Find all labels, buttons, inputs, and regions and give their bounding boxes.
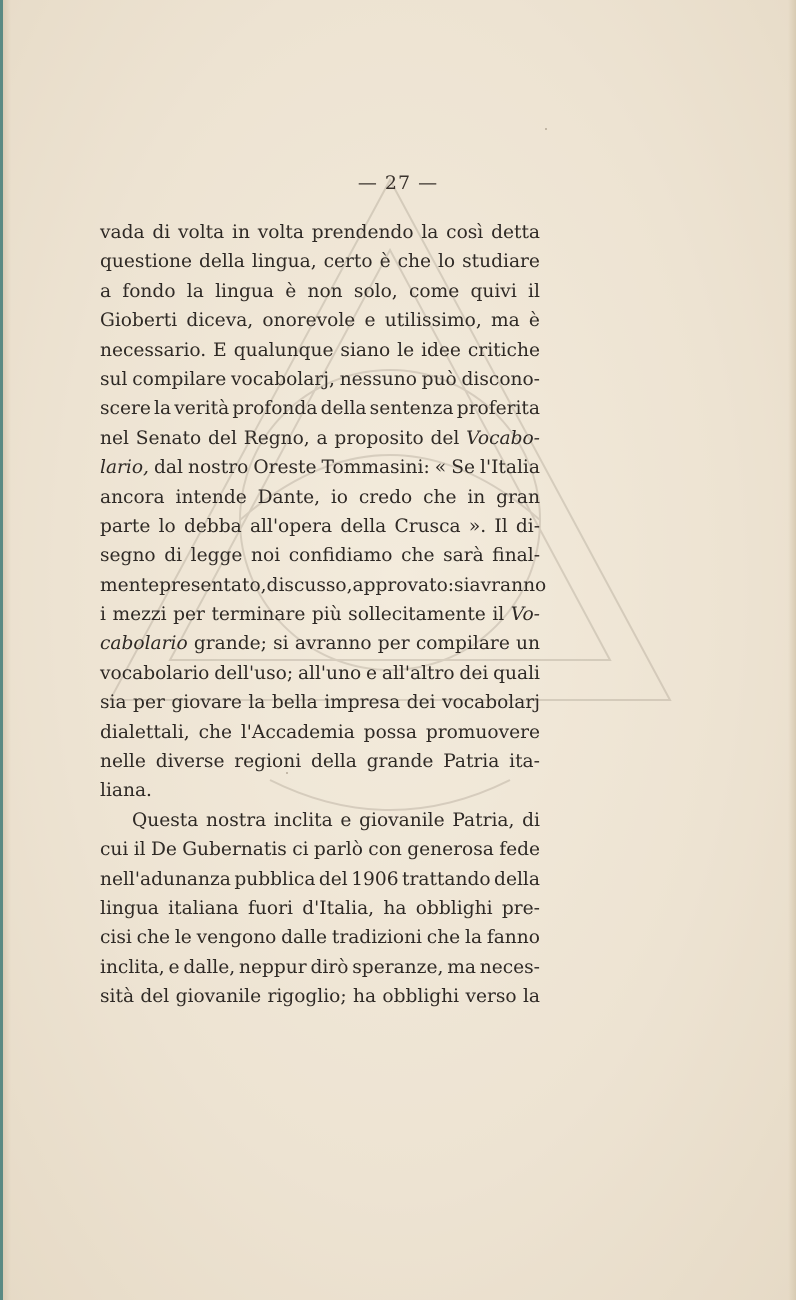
word: sul [100,368,128,390]
word: pubblica [234,868,316,890]
paragraph-1 [100,218,547,806]
text-line [100,218,540,247]
word: che [136,927,171,949]
word: cui [100,839,129,861]
word: giovanile [175,986,262,1008]
word: dialettali, [100,721,190,743]
text-line [100,483,540,512]
word: intende [175,486,247,508]
word: si [454,574,470,596]
word: italiana [168,897,239,919]
word: ha [383,897,407,919]
word: onorevole [262,310,356,332]
word: più [311,604,342,626]
word: per [377,633,410,655]
word: del [430,427,460,449]
word: critiche [467,339,540,361]
word: inclita, [100,956,165,978]
word: avranno [469,574,547,596]
word: quali [493,662,540,684]
word: nostra [206,809,267,831]
word: d'Italia, [302,897,375,919]
word: terminare [211,604,306,626]
word: promuovere [425,721,540,743]
word: neces- [479,956,540,978]
word: io [330,486,348,508]
word: possa [363,721,417,743]
word: la [421,222,439,243]
word: della [340,515,387,537]
word: grande; [193,633,267,655]
word: all'altro [381,662,455,684]
word: credo [358,486,413,508]
word: volta [178,222,225,243]
word: giovanile [359,809,445,831]
word: diverse [155,751,225,773]
word: Vocabo- [466,427,540,449]
word: ma [491,310,520,332]
word: nel [100,427,129,449]
word: De [150,839,177,861]
word: lingua [215,280,274,302]
text-line [100,865,540,894]
word: questione [100,251,193,273]
word: final- [492,545,540,567]
text-line [100,953,540,982]
word: le [397,339,415,361]
word: la [154,398,172,420]
text-line [100,336,540,365]
word: del [208,427,237,449]
word: confidiamo [288,545,393,567]
word: Crusca [394,515,461,537]
word: proposito [334,427,424,449]
word: presentato, [159,574,267,596]
word: vocabolarj [442,692,540,714]
word: ma [447,956,476,978]
word: non [307,280,343,302]
word: lingua [100,897,159,919]
word: il [528,280,540,302]
word: dalle [281,927,328,949]
word: inclita [273,809,333,831]
text-line [100,453,540,482]
text-line [100,512,540,541]
word: utilissimo, [384,310,482,332]
word: noi [251,545,281,567]
word: può [421,368,457,390]
word: necessario. [100,339,207,361]
word: della [310,751,357,773]
word: Patria [443,751,500,773]
word: con [368,839,402,861]
text-line [100,747,540,776]
word: diceva, [186,310,254,332]
word: vengono [196,927,277,949]
word: la [465,927,483,949]
word: ancora [100,486,165,508]
word: generosa [407,839,494,861]
word: dirò [310,956,349,978]
word: in [232,222,250,243]
word: Il [494,515,508,537]
word: vocabolarj, [231,368,335,390]
word: verso [465,986,517,1008]
word: lo [437,251,456,273]
word: Gioberti [100,310,178,332]
word: pre- [501,897,540,919]
word: di [152,222,171,243]
word: fuori [248,897,293,919]
word: prendendo [311,222,414,243]
word: Regno, [243,427,310,449]
word: Senato [135,427,202,449]
word: del [318,868,348,890]
word: impresa [324,692,401,714]
word: del [140,986,170,1008]
word: è [379,251,391,273]
word: che [397,251,431,273]
text-line [100,629,540,658]
word: fanno [486,927,540,949]
text-line [100,806,540,835]
word: della [494,868,540,890]
word: ita- [509,751,540,773]
text-line [100,306,540,335]
word: neppur [239,956,307,978]
word: e [366,662,378,684]
word: compilare [415,633,510,655]
word: è [285,280,297,302]
word: dal [154,457,183,479]
text-line [100,600,540,629]
text-line [100,718,540,747]
word: nell'adunanza [100,868,231,890]
word: della [320,398,367,420]
word: quivi [470,280,517,302]
word: l'Italia [480,457,540,479]
word: cabolario [100,633,188,655]
word: di- [515,515,540,537]
word: mezzi [112,604,167,626]
page-gutter-shadow [3,0,11,1300]
word: che [423,486,457,508]
word: speranze, [352,956,444,978]
word: nostro [188,457,249,479]
word: che [198,721,232,743]
word: per [133,692,165,714]
word: e [364,310,376,332]
word: regioni [234,751,302,773]
text-line [100,776,540,805]
word: i [100,604,106,626]
word: discono- [461,368,540,390]
word: la [522,986,540,1008]
paper-speck [545,128,547,130]
word: obblighi [382,986,460,1008]
word: detta [491,222,540,243]
word: sia [100,692,127,714]
word: fondo [122,280,176,302]
text-line [100,894,540,923]
word: compilare [132,368,227,390]
word: studiare [462,251,540,273]
word: a [100,280,112,302]
word: bella [271,692,318,714]
word: così [446,222,484,243]
word: si [273,633,289,655]
word: proferita [456,398,540,420]
page-edge-shadow [788,0,796,1300]
word: sità [100,986,135,1008]
word: vada [100,222,145,243]
text-line [100,277,540,306]
word: mente [100,574,160,596]
word: in [467,486,486,508]
word: gran [496,486,540,508]
word: idee [421,339,461,361]
word: rigoglio; [267,986,347,1008]
word: solo, [353,280,398,302]
word: dei [406,692,436,714]
text-line [100,982,540,1011]
word: siano [340,339,391,361]
body-text [100,218,547,1012]
word: lo [158,515,176,537]
word: è [528,310,540,332]
word: Se [451,457,475,479]
text-line [100,688,540,717]
word: all'uno [297,662,362,684]
word: E [213,339,227,361]
word: e [168,956,180,978]
word: lingua, [251,251,317,273]
text-line [100,571,547,600]
word: il [133,839,146,861]
word: sarà [443,545,484,567]
text-line [100,659,540,688]
word: sollecitamente [348,604,486,626]
word: ». [468,515,487,537]
word: liana. [100,780,152,802]
word: della [199,251,245,273]
word: un [516,633,540,655]
word: come [408,280,460,302]
word: Questa [132,809,199,831]
word: parlò [313,839,363,861]
word: fede [499,839,540,861]
word: di [164,545,183,567]
word: che [426,927,461,949]
word: verità [174,398,230,420]
word: 1906 [351,868,399,890]
word: la [248,692,266,714]
word: trattando [402,868,491,890]
word: obblighi [415,897,493,919]
word: avranno [294,633,372,655]
word: a [316,427,328,449]
word: all'opera [249,515,333,537]
word: l'Accademia [240,721,355,743]
text-line [100,365,540,394]
word: le [174,927,192,949]
word: grande [366,751,434,773]
word: tradizioni [331,927,422,949]
word: ci [292,839,309,861]
word: Patria, [452,809,515,831]
word: Gubernatis [182,839,287,861]
word: approvato: [352,574,455,596]
word: segno [100,545,156,567]
word: per [173,604,205,626]
word: Vo- [510,604,540,626]
word: giovare [171,692,242,714]
word: che [401,545,435,567]
word: il [492,604,505,626]
word: certo [323,251,373,273]
word: cisi [100,927,132,949]
word: profonda [232,398,318,420]
word: ha [352,986,377,1008]
word: e [340,809,352,831]
paper-speck [286,772,288,774]
word: debba [183,515,242,537]
page-number: — 27 — [357,172,439,194]
word: Dante, [257,486,320,508]
word: parte [100,515,151,537]
text-line [100,835,540,864]
word: Tommasini: [321,457,430,479]
word: di [522,809,540,831]
paragraph-2 [100,806,540,1012]
word: vocabolario [100,662,210,684]
text-line [100,541,540,570]
word: nelle [100,751,146,773]
text-line [100,394,540,423]
word: qualunque [233,339,334,361]
word: Oreste [253,457,317,479]
word: nessuno [339,368,417,390]
text-line [100,923,540,952]
text-line [100,424,540,453]
word: legge [190,545,243,567]
text-line [100,247,540,276]
word: discusso, [266,574,353,596]
word: dell'uso; [214,662,294,684]
word: lario, [100,457,149,479]
word: sentenza [369,398,454,420]
word: scere [100,398,151,420]
word: « [434,457,447,479]
word: dei [459,662,489,684]
word: dalle, [183,956,236,978]
word: volta [257,222,304,243]
word: la [186,280,204,302]
